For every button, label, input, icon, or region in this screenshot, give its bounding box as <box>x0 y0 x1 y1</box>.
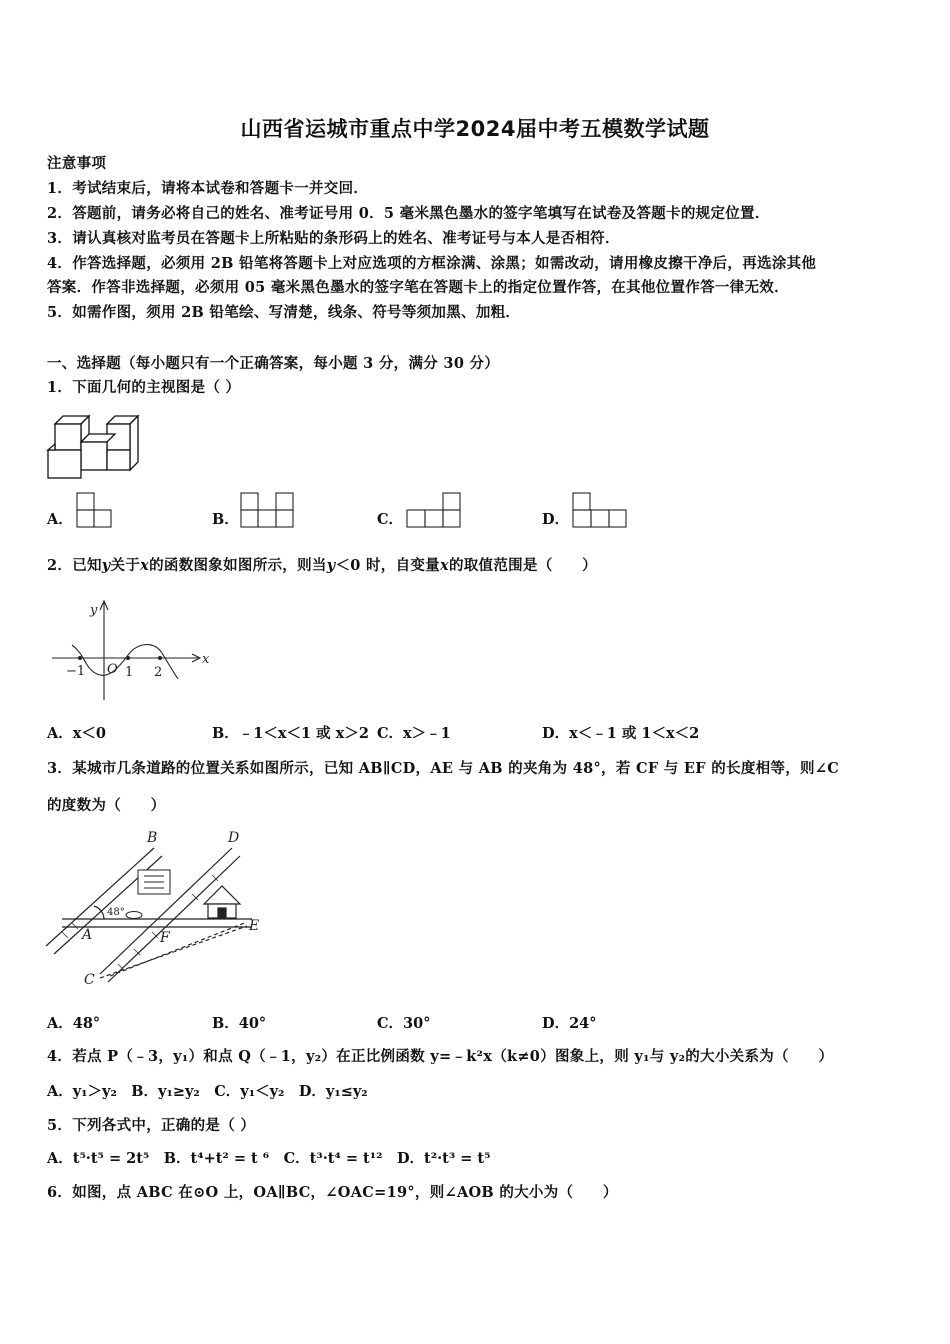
q2-option-a: A．x＜0 <box>47 725 106 742</box>
fig-label-d: D <box>228 830 240 846</box>
graph-tick-1: 1 <box>125 665 134 680</box>
function-graph <box>50 597 220 707</box>
q1-option-c-label: C． <box>377 511 404 528</box>
notice-item: 1．考试结束后，请将本试卷和答题卡一并交回． <box>47 180 369 197</box>
q3-option-d: D．24° <box>542 1015 597 1032</box>
section-heading: 一、选择题（每小题只有一个正确答案，每小题 3 分，满分 30 分） <box>47 355 500 372</box>
graph-y-label: y <box>90 603 98 618</box>
notice-item: 答案．作答非选择题，必须用 05 毫米黑色墨水的签字笔在答题卡上的指定位置作答，在其他位置作答一律无效． <box>47 279 789 296</box>
question-1-stem: 1．下面几何的主视图是（ ） <box>47 379 241 396</box>
graph-x-label: x <box>202 652 210 667</box>
q1-option-d-label: D． <box>542 511 570 528</box>
notice-item: 4．作答选择题，必须用 2B 铅笔将答题卡上对应选项的方框涂满、涂黑；如需改动，请用橡皮擦干净后，再选涂其他 <box>47 255 817 272</box>
graph-tick-minus-1: −1 <box>66 664 86 679</box>
question-5-stem: 5．下列各式中，正确的是（ ） <box>47 1117 256 1134</box>
q3-option-b: B．40° <box>212 1015 267 1032</box>
q5-options: A．t⁵·t⁵ = 2t⁵ B．t⁴+t² = t ⁶ C．t³·t⁴ = t¹² D．t²·t³ = t⁵ <box>47 1150 491 1167</box>
q1-option-b-label: B． <box>212 511 239 528</box>
q2-option-d: D．x＜﹣1 或 1＜x＜2 <box>542 725 700 742</box>
graph-origin-label: O <box>107 662 118 677</box>
q1-option-a-figure <box>76 492 112 529</box>
road-figure <box>42 826 272 991</box>
question-2-stem: 2．已知y关于x的函数图象如图所示，则当y＜0 时，自变量x的取值范围是（ ） <box>47 557 597 574</box>
q2-option-c: C．x＞﹣1 <box>377 725 451 742</box>
page-title: 山西省运城市重点中学2024届中考五模数学试题 <box>240 117 710 141</box>
fig-label-e: E <box>249 918 260 934</box>
q2-option-b: B．﹣1＜x＜1 或 x＞2 <box>212 725 369 742</box>
q3-option-a: A．48° <box>47 1015 101 1032</box>
notice-heading: 注意事项 <box>47 155 107 172</box>
notice-item: 3．请认真核对监考员在答题卡上所粘贴的条形码上的姓名、准考证号与本人是否相符． <box>47 230 620 247</box>
question-3-stem-line1: 3．某城市几条道路的位置关系如图所示，已知 AB∥CD，AE 与 AB 的夹角为 48°，若 CF 与 EF 的长度相等，则∠C <box>47 760 840 777</box>
fig-label-f: F <box>160 930 170 946</box>
cube-stack-figure <box>45 410 140 480</box>
q1-option-a-label: A． <box>47 511 73 528</box>
notice-item: 2．答题前，请务必将自己的姓名、准考证号用 0．5 毫米黑色墨水的签字笔填写在试卷及答题卡的规定位置． <box>47 205 770 222</box>
fig-angle-label: 48° <box>107 907 125 918</box>
question-4-stem: 4．若点 P（﹣3，y₁）和点 Q（﹣1，y₂）在正比例函数 y=﹣k²x（k≠0）图象上，则 y₁与 y₂的大小关系为（ ） <box>47 1048 834 1065</box>
fig-label-a: A <box>82 927 93 943</box>
q4-options: A．y₁＞y₂ B．y₁≥y₂ C．y₁＜y₂ D．y₁≤y₂ <box>47 1083 368 1100</box>
q1-option-c-figure <box>406 492 464 529</box>
fig-label-b: B <box>147 830 158 846</box>
q1-option-d-figure <box>572 492 630 529</box>
q3-option-c: C．30° <box>377 1015 431 1032</box>
q1-option-b-figure <box>240 492 296 529</box>
question-6-stem: 6．如图，点 ABC 在⊙O 上，OA∥BC，∠OAC=19°，则∠AOB 的大小为（ ） <box>47 1184 618 1201</box>
fig-label-c: C <box>84 972 95 988</box>
notice-item: 5．如需作图，须用 2B 铅笔绘、写清楚，线条、符号等须加黑、加粗． <box>47 304 521 321</box>
graph-tick-2: 2 <box>154 665 163 680</box>
question-3-stem-line2: 的度数为（ ） <box>47 797 166 814</box>
